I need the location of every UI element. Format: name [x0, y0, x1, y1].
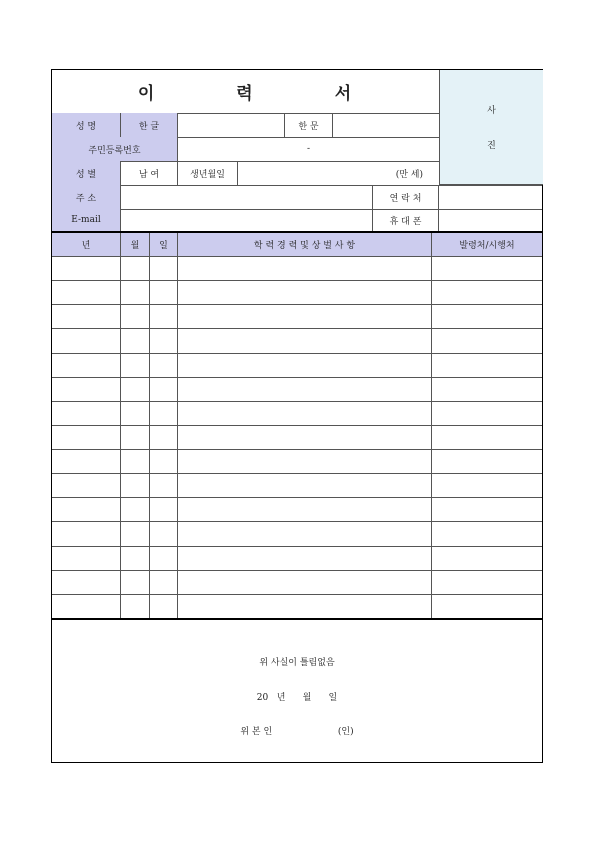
history-cell-month[interactable] — [121, 474, 150, 497]
signer-line[interactable] — [52, 724, 542, 737]
history-table-body — [52, 256, 542, 618]
history-cell-content[interactable] — [178, 378, 432, 401]
history-cell-content[interactable] — [178, 402, 432, 425]
history-cell-content[interactable] — [178, 571, 432, 594]
photo-label-2: 진 — [487, 141, 496, 151]
history-cell-content[interactable] — [178, 305, 432, 328]
name-hangul-field[interactable] — [178, 113, 285, 137]
history-cell-issuer[interactable] — [432, 571, 542, 594]
history-cell-issuer[interactable] — [432, 281, 542, 304]
history-cell-day[interactable] — [150, 402, 178, 425]
history-cell-content[interactable] — [178, 281, 432, 304]
mobile-label: 휴 대 폰 — [373, 209, 439, 231]
history-cell-issuer[interactable] — [432, 426, 542, 449]
history-cell-month[interactable] — [121, 450, 150, 473]
title-char: 서 — [334, 84, 354, 104]
history-cell-year[interactable] — [52, 450, 121, 473]
history-cell-year[interactable] — [52, 474, 121, 497]
gender-label: 성 별 — [52, 161, 121, 185]
history-cell-issuer[interactable] — [432, 402, 542, 425]
col-year-header: 년 — [52, 233, 121, 256]
history-cell-year[interactable] — [52, 571, 121, 594]
gender-options[interactable]: 남 여 — [121, 161, 178, 185]
history-cell-issuer[interactable] — [432, 378, 542, 401]
history-cell-year[interactable] — [52, 354, 121, 377]
col-content-header: 학 력 경 력 및 상 벌 사 항 — [178, 233, 432, 256]
seal-mark: (인) — [337, 727, 354, 737]
address-label: 주 소 — [52, 185, 121, 209]
hangul-label: 한 글 — [121, 113, 178, 137]
photo-box[interactable] — [439, 70, 543, 185]
contact-label: 연 락 처 — [373, 185, 439, 209]
history-cell-day[interactable] — [150, 378, 178, 401]
history-cell-month[interactable] — [121, 426, 150, 449]
table-row — [52, 280, 542, 304]
table-row — [52, 449, 542, 473]
history-cell-issuer[interactable] — [432, 474, 542, 497]
birth-field[interactable] — [238, 161, 439, 185]
history-cell-day[interactable] — [150, 474, 178, 497]
history-cell-month[interactable] — [121, 402, 150, 425]
history-cell-day[interactable] — [150, 354, 178, 377]
history-cell-year[interactable] — [52, 522, 121, 545]
email-field[interactable] — [121, 209, 373, 231]
table-row — [52, 401, 542, 425]
history-cell-issuer[interactable] — [432, 257, 542, 280]
history-cell-year[interactable] — [52, 378, 121, 401]
history-cell-content[interactable] — [178, 522, 432, 545]
resident-no-separator: - — [306, 144, 311, 154]
history-cell-year[interactable] — [52, 305, 121, 328]
email-label: E-mail — [52, 209, 121, 231]
statement-text: 위 사실이 틀림없음 — [259, 658, 335, 668]
history-cell-issuer[interactable] — [432, 305, 542, 328]
history-cell-year[interactable] — [52, 426, 121, 449]
birth-label: 생년월일 — [178, 161, 238, 185]
history-cell-issuer[interactable] — [432, 547, 542, 570]
name-label: 성 명 — [52, 113, 121, 137]
history-cell-month[interactable] — [121, 522, 150, 545]
history-cell-content[interactable] — [178, 354, 432, 377]
history-cell-day[interactable] — [150, 281, 178, 304]
history-cell-day[interactable] — [150, 547, 178, 570]
history-cell-month[interactable] — [121, 571, 150, 594]
history-cell-content[interactable] — [178, 257, 432, 280]
history-cell-content[interactable] — [178, 498, 432, 521]
history-cell-year[interactable] — [52, 402, 121, 425]
col-issuer-header: 발령처/시행처 — [432, 233, 542, 256]
history-cell-month[interactable] — [121, 305, 150, 328]
resident-no-label: 주민등록번호 — [52, 137, 178, 161]
table-row — [52, 377, 542, 401]
history-cell-issuer[interactable] — [432, 329, 542, 352]
history-cell-issuer[interactable] — [432, 595, 542, 618]
history-cell-content[interactable] — [178, 450, 432, 473]
history-cell-issuer[interactable] — [432, 522, 542, 545]
table-row — [52, 328, 542, 352]
title-char: 이 — [137, 84, 157, 104]
history-cell-year[interactable] — [52, 281, 121, 304]
title-char: 력 — [236, 84, 255, 104]
history-cell-year[interactable] — [52, 257, 121, 280]
document-title — [52, 70, 439, 113]
date-line[interactable]: 20 년 월 일 — [256, 693, 338, 703]
history-cell-issuer[interactable] — [432, 354, 542, 377]
history-cell-day[interactable] — [150, 595, 178, 618]
history-cell-month[interactable] — [121, 354, 150, 377]
history-cell-year[interactable] — [52, 498, 121, 521]
history-cell-issuer[interactable] — [432, 450, 542, 473]
history-cell-day[interactable] — [150, 426, 178, 449]
history-cell-day[interactable] — [150, 257, 178, 280]
table-row — [52, 570, 542, 594]
col-day-header: 일 — [150, 233, 178, 256]
history-cell-month[interactable] — [121, 257, 150, 280]
history-cell-issuer[interactable] — [432, 498, 542, 521]
table-row — [52, 521, 542, 545]
history-cell-year[interactable] — [52, 329, 121, 352]
photo-label-1: 사 — [487, 106, 496, 116]
table-row — [52, 497, 542, 521]
table-row — [52, 594, 542, 618]
history-cell-content[interactable] — [178, 595, 432, 618]
history-cell-month[interactable] — [121, 498, 150, 521]
name-hanja-field[interactable] — [333, 113, 439, 137]
signature-section — [52, 618, 542, 763]
history-cell-day[interactable] — [150, 305, 178, 328]
history-cell-content[interactable] — [178, 547, 432, 570]
history-cell-content[interactable] — [178, 426, 432, 449]
table-row — [52, 353, 542, 377]
history-cell-month[interactable] — [121, 378, 150, 401]
resident-no-field[interactable] — [178, 137, 439, 161]
resume-form — [51, 69, 543, 763]
history-cell-year[interactable] — [52, 547, 121, 570]
history-cell-day[interactable] — [150, 571, 178, 594]
history-cell-month[interactable] — [121, 547, 150, 570]
history-cell-day[interactable] — [150, 450, 178, 473]
history-cell-content[interactable] — [178, 329, 432, 352]
history-cell-day[interactable] — [150, 329, 178, 352]
table-row — [52, 546, 542, 570]
history-cell-month[interactable] — [121, 329, 150, 352]
mobile-field[interactable] — [439, 209, 542, 231]
history-cell-month[interactable] — [121, 595, 150, 618]
hanja-label: 한 문 — [285, 113, 333, 137]
table-row — [52, 256, 542, 280]
table-row — [52, 304, 542, 328]
col-month-header: 월 — [121, 233, 150, 256]
table-row — [52, 425, 542, 449]
contact-field[interactable] — [439, 185, 542, 209]
history-cell-year[interactable] — [52, 595, 121, 618]
address-field[interactable] — [121, 185, 373, 209]
history-cell-month[interactable] — [121, 281, 150, 304]
history-cell-day[interactable] — [150, 498, 178, 521]
signer-label: 위 본 인 — [240, 727, 273, 737]
age-text: (만 세) — [395, 169, 423, 180]
table-row — [52, 473, 542, 497]
history-cell-content[interactable] — [178, 474, 432, 497]
history-cell-day[interactable] — [150, 522, 178, 545]
